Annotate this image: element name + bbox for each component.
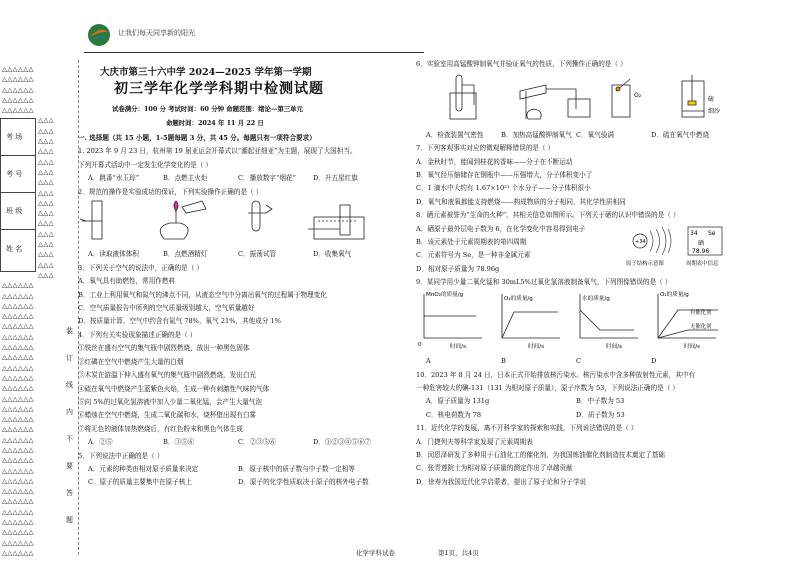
- margin-triangle-row: △△△△△△: [2, 373, 34, 382]
- footer-subject: 化学学科试卷: [356, 549, 395, 557]
- binding-char: 内: [66, 408, 73, 416]
- question-line: A．金秋时节，能闻到桂花的香味——分子在不断运动: [416, 157, 573, 166]
- question-line: ⑥蜡烛在空气中燃烧，生成二氧化碳和水，烧杯壁出现有白雾: [78, 411, 257, 420]
- margin-triangle-row: △△△: [38, 229, 54, 238]
- option: C．振荡试管: [238, 250, 277, 259]
- margin-triangle-row: △△△: [38, 137, 54, 146]
- option: B．中子数为 53: [576, 397, 625, 406]
- margin-triangle-row: △△△△△△: [2, 343, 34, 352]
- exam-room-field: 考 场: [1, 119, 35, 156]
- question-line: 2．规范的操作是实验成功的保证，下列实验操作正确的是（ ）: [78, 187, 263, 196]
- margin-triangle-row: △△△: [38, 188, 54, 197]
- binding-char: 订: [66, 354, 73, 362]
- question-figure: [78, 199, 388, 248]
- shaking-test-tube-figure: [248, 201, 272, 231]
- option: A．跳番“水玉琮”: [88, 174, 140, 183]
- binding-char: 要: [66, 462, 73, 470]
- margin-triangle-row: △△△△△△: [2, 106, 34, 115]
- margin-triangle-row: △△△△△△: [2, 291, 34, 300]
- exam-date: 命题时间：2024 年 11 月 22 日: [166, 119, 264, 127]
- margin-triangle-row: △△△△△△: [2, 281, 34, 290]
- school-logo: [86, 22, 112, 48]
- options-row: [416, 409, 726, 422]
- option: D．升五星红旗: [313, 174, 358, 183]
- question-line: 6．实验室用高锰酸钾制氧气并验证氧气的性质，下列操作正确的是（ ）: [416, 60, 627, 68]
- atomic-number: 34: [690, 229, 698, 237]
- graph-b-xlabel: 时间/s: [528, 343, 544, 350]
- element-symbol: Se: [708, 229, 716, 237]
- margin-triangle-row: △△△△△△: [2, 507, 34, 516]
- nucleus-label: +34: [635, 238, 646, 245]
- question-line: D．氧气和液氧都能支持燃烧——构成物质的分子相同，其化学性质相同: [416, 197, 626, 206]
- graph-d: [658, 294, 718, 338]
- graph-b-ylabel: O₂的质量/g: [504, 295, 533, 302]
- option: D．质子数为 53: [576, 410, 625, 419]
- exam-title: 初三学年化学学科期中检测试题: [114, 81, 324, 97]
- graph-origin: 0: [418, 341, 422, 348]
- question-line: 下列开幕式活动中一定发生化学变化的是（ ）: [78, 160, 212, 169]
- graph-d-series-2: 无催化剂: [690, 323, 712, 330]
- question-line: B．该元素处于元素周期表的第四周期: [416, 238, 527, 247]
- alcohol-lamp-figure: [160, 201, 206, 239]
- gas-collection-figure: [308, 205, 364, 239]
- question-line: D．相对原子质量为 78.96g: [416, 264, 500, 273]
- question-line: B．氧气经压缩储存在钢瓶中——压强增大，分子体积变小了: [416, 171, 593, 180]
- question-line: ①铁丝在盛有空气的集气瓶中剧烈燃烧，放出一种黑色固体: [78, 344, 250, 353]
- margin-triangle-row: △△△△△△: [2, 415, 34, 424]
- options-row: [416, 355, 726, 368]
- options-row: [416, 129, 726, 142]
- binding-char: 线: [66, 381, 73, 389]
- margin-triangle-row: △△△△△△: [2, 497, 34, 506]
- footer-page: 第1页，共4页: [438, 549, 479, 557]
- name-field: 姓 名: [6, 244, 23, 253]
- option: B．点燃主火炬: [163, 174, 208, 183]
- margin-triangle-row: △△△: [38, 260, 54, 269]
- margin-triangle-row: △△△: [38, 116, 54, 125]
- header-rule: [84, 52, 424, 53]
- margin-triangle-row: △△△△△△: [2, 75, 34, 84]
- question-line: 4．下列有关实验现象描述正确的是（ ）: [78, 330, 197, 339]
- question-line: 10．2023 年 8 月 24 日，日本正式开始排放核污染水。核污染水中含多种放射性元素，其中有: [416, 370, 696, 379]
- margin-triangle-row: △△△△△△: [2, 85, 34, 94]
- margin-triangle-row: △△△△△△: [2, 65, 34, 73]
- header-slogan: 让我们每天同享新的阳光: [118, 29, 195, 37]
- margin-triangle-row: △△△△△△: [2, 404, 34, 413]
- options-row: [78, 172, 388, 185]
- binding-line-notice: [66, 318, 76, 534]
- question-line: ⑤向 5%的过氧化氢溶液中加入少量二氧化锰，会产生大量气泡: [78, 397, 262, 406]
- element-name: 硒: [698, 239, 705, 247]
- margin-triangle-row: △△△: [38, 126, 54, 135]
- q9-graphs: [416, 290, 726, 350]
- margin-triangle-row: △△△: [38, 178, 54, 187]
- question-line: A．硒原子最外层电子数为 6，在化学变化中容易得到电子 +34 原子结构示意图 34 Se 硒 78.96 周期表中信息: [416, 223, 726, 236]
- binding-char: 装: [66, 327, 73, 335]
- question-line: A．氧气具有助燃性，常用作燃料: [78, 277, 176, 286]
- sulfur-combustion-figure: [682, 75, 704, 117]
- margin-triangle-row: △△△△△△: [2, 466, 34, 475]
- margin-triangle-row: △△△△△△: [2, 394, 34, 403]
- question-line: 8．硒元素被誉为“生命的火种”，其相关信息如图所示。下列关于硒的认识中错误的是（ ）: [416, 211, 680, 220]
- margin-triangle-row: △△△△△△: [2, 312, 34, 321]
- margin-triangle-row: △△△: [38, 250, 54, 259]
- atomic-structure-caption: 原子结构示意图: [626, 260, 664, 267]
- margin-triangle-row: △△△△△△: [2, 445, 34, 454]
- question-line: D．按质量计算，空气中约含有氮气 78%，氧气 21%，其他成分 1%: [78, 317, 282, 326]
- margin-triangle-row: △△△△△△: [2, 301, 34, 310]
- question-line: 11．近代化学的发展，离不开科学家的探索和实践，下列说法错误的是（ ）: [416, 424, 638, 433]
- sulfur-label: 硫: [708, 96, 715, 104]
- option: A．元素的种类由相对原子质量来决定: [88, 464, 199, 473]
- exam-number-field: 考 号: [1, 156, 35, 193]
- left-column: [78, 132, 388, 490]
- margin-triangle-row: △△△△△△: [2, 476, 34, 485]
- oxygen-check-figure: [612, 79, 630, 117]
- option: A．检查装置气密性: [426, 130, 484, 139]
- oxygen-label: O₂: [634, 92, 642, 100]
- graph-a-ylabel: MnO₂的质量/g: [426, 291, 464, 298]
- option: A．②⑤: [88, 438, 113, 447]
- options-row: [78, 476, 388, 489]
- question-line: C．1 滴水中大约有 1.67×10²¹ 个水分子——分子体积很小: [416, 184, 591, 193]
- question-line: ⑦将无色的液体加热燃烧后，有红色粉末和黑色气体生成: [78, 424, 243, 433]
- option: C．播放数字“烟花”: [238, 174, 296, 183]
- options-row: [78, 248, 388, 261]
- option: C．原子的质量主要集中在原子核上: [88, 478, 192, 487]
- margin-triangle-row: △△△: [38, 157, 54, 166]
- question-figure: [416, 71, 726, 128]
- graph-c-xlabel: 时间/s: [606, 343, 622, 350]
- graduated-cylinder-figure: [80, 201, 102, 239]
- margin-triangle-row: △△△△△△: [2, 456, 34, 465]
- question-line: 3．下列关于空气的说法中，正确的是（ ）: [78, 263, 203, 272]
- q6-figures: [416, 71, 726, 123]
- options-row: [78, 463, 388, 476]
- margin-triangle-row: △△△: [38, 198, 54, 207]
- question-line: ④硫在氧气中燃烧产生蓝紫色火焰，生成一种有刺激性气味的气体: [78, 384, 270, 393]
- graph-d-ylabel: O₂的质量/g: [660, 291, 689, 298]
- question-line: 5．下列说法中正确的是（ ）: [78, 451, 164, 460]
- exam-meta: 试卷满分：100 分 考试时间：60 分钟 命题范围：绪论—第三单元: [112, 105, 303, 113]
- margin-triangle-row: △△△△△△: [2, 425, 34, 434]
- option: C．氧气验满: [576, 130, 615, 139]
- margin-triangle-row: △△△△△△: [2, 332, 34, 341]
- margin-triangle-row: △△△△△△: [2, 435, 34, 444]
- question-line: ③木炭在游温下伸入盛有氧气的集气瓶中剧烈燃烧，发出白光: [78, 371, 257, 380]
- atomic-mass: 78.96: [692, 247, 710, 255]
- periodic-info-caption: 周期表中信息: [686, 260, 719, 267]
- margin-triangle-row: △△△△△△: [2, 353, 34, 362]
- binding-char: 答: [66, 489, 73, 497]
- margin-triangle-row: △△△△△△: [2, 548, 34, 557]
- margin-triangle-row: △△△: [38, 147, 54, 156]
- graph-d-xlabel: 时间/s: [684, 343, 700, 350]
- margin-triangle-row: △△△△△△: [2, 538, 34, 547]
- question-line: ②红磷在空气中燃烧产生大量的白烟: [78, 357, 184, 366]
- student-info-box: [0, 118, 36, 272]
- option: D．收集氧气: [313, 250, 352, 259]
- question-line: C．元素符号为 Se，是一种非金属元素: [416, 251, 531, 260]
- option: B．③⑤⑥: [163, 438, 195, 447]
- graph-a: [424, 294, 482, 338]
- graph-a-xlabel: 时间/s: [450, 343, 466, 350]
- question-line: 一. 选择题（共 15 小题，1-5题每题 3 分，共 45 分。每题只有一项符合要求）: [78, 134, 316, 142]
- binding-char: 题: [66, 516, 73, 524]
- question-line: B．工业上利用氧气和氮气的沸点不同，从液态空气中分离出氧气的过程属于物理变化: [78, 290, 327, 299]
- option: D．硫在氧气中燃烧: [651, 130, 710, 139]
- margin-triangle-row: △△△△△△: [2, 95, 34, 104]
- option: B．点燃酒精灯: [163, 250, 208, 259]
- airtightness-check-figure: [450, 75, 476, 119]
- margin-triangle-row: △△△△△△: [2, 322, 34, 331]
- option: A．读取液体体积: [88, 250, 139, 259]
- question-line: C．张青莲院士为相对原子质量的测定作出了卓越贡献: [416, 464, 573, 473]
- options-row: [416, 395, 726, 408]
- option: C．②③⑤⑥: [238, 438, 277, 447]
- margin-triangle-row: △△△: [38, 219, 54, 228]
- option: B: [501, 357, 506, 366]
- option: A: [426, 357, 431, 366]
- graph-d-series-1: 有催化剂: [690, 309, 712, 316]
- class-field: 班 级: [1, 193, 35, 230]
- option: D: [651, 357, 657, 366]
- sand-label: 细沙: [708, 108, 721, 116]
- selenium-info-figure: [626, 223, 726, 269]
- question-line: 一种危害较大的碘-131（131 为相对原子质量），原子序数为 53，下列说法正确的是（ ）: [416, 383, 679, 392]
- margin-triangle-row: △△△△△△: [2, 487, 34, 496]
- question-line: A．门捷列夫等科学家发现了元素周期表: [416, 437, 533, 446]
- question-line: C．空气质量报告中所列的空气质量级别越大，空气质量越好: [78, 304, 255, 313]
- question-line: 1. 2023 年 9 月 23 日，杭州第 19 届亚运会开幕式以“潮起亚细亚”为主题，展现了大国担当。: [78, 147, 357, 156]
- margin-triangle-row: △△△△△△: [2, 518, 34, 527]
- right-column: [416, 58, 726, 489]
- margin-triangle-row: △△△: [38, 209, 54, 218]
- question-line: 7．下列客观事实对应的微观解释错误的是（ ）: [416, 144, 555, 153]
- option: B．加热高锰酸钾制氧气: [501, 130, 572, 139]
- option: D．原子的化学性质取决于原子的核外电子数: [238, 478, 369, 487]
- options-row: [78, 436, 388, 449]
- margin-triangle-row: △△△: [38, 240, 54, 249]
- option: C: [576, 357, 582, 366]
- option: A．原子质量为 131g: [426, 397, 490, 406]
- question-line: 9．某同学用少量二氧化锰和 30mL5%过氧化氢溶液制备氧气，下列图像错误的是（ ）: [416, 278, 672, 287]
- margin-triangle-row: △△△: [38, 270, 54, 279]
- q2-figures: [78, 199, 378, 243]
- graph-c-ylabel: 水的质量/g: [582, 295, 610, 302]
- margin-triangle-row: △△△: [38, 167, 54, 176]
- question-figure: [416, 290, 726, 355]
- option: D．①②③④⑤⑥⑦: [313, 438, 372, 447]
- question-line: B．闵恩泽研发了多种用于石油化工的催化剂，为我国炼油催化剂制造技术奠定了基础: [416, 450, 665, 459]
- heating-kmno4-figure: [520, 85, 590, 119]
- option: C．核电荷数为 78: [426, 410, 482, 419]
- margin-triangle-row: △△△△△△: [2, 528, 34, 537]
- question-line: D．徐寿为我国近代化学启蒙者，提出了原子论和分子学说: [416, 477, 587, 486]
- margin-triangle-row: △△△△△△: [2, 363, 34, 372]
- binding-char: 不: [66, 435, 73, 443]
- school-name: 大庆市第三十六中学 2024—2025 学年第一学期: [100, 67, 312, 78]
- margin-triangle-row: △△△△△△: [2, 384, 34, 393]
- option: B．原子核中的质子数与中子数一定相等: [238, 464, 355, 473]
